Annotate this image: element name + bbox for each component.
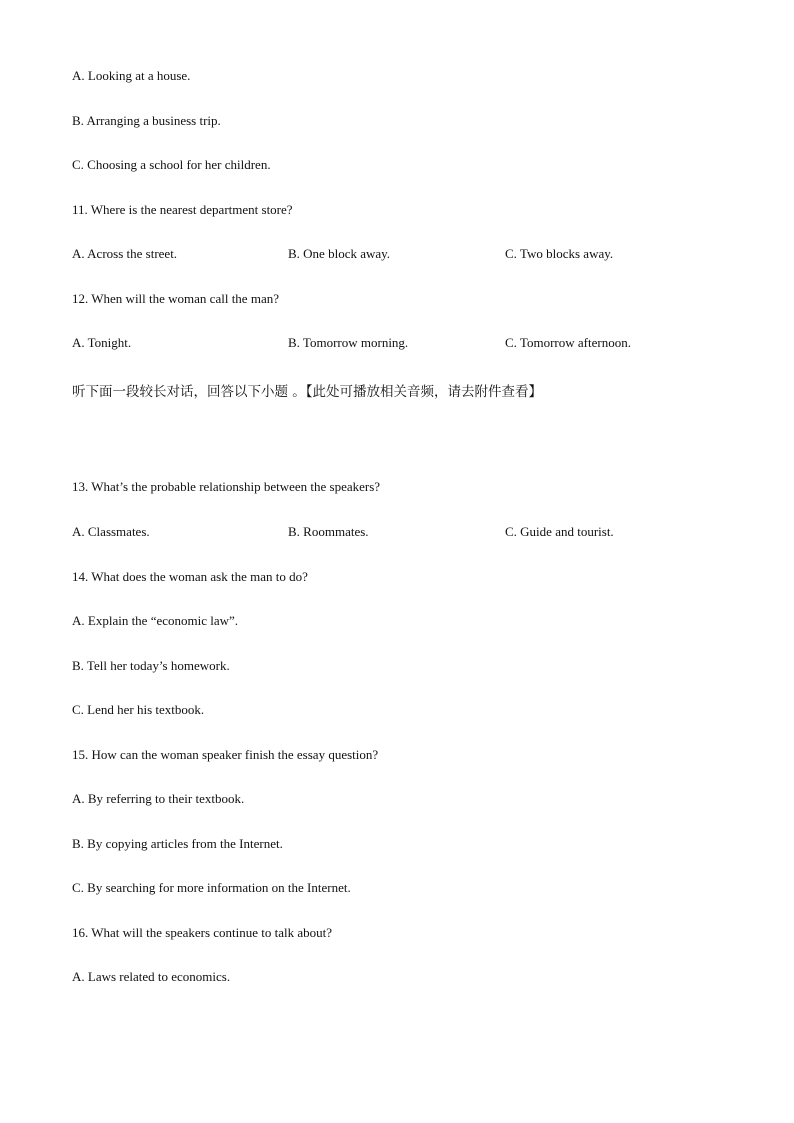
q16-option-a: A. Laws related to economics. <box>72 969 231 984</box>
q13-option-b: B. Roommates. <box>288 524 369 539</box>
q16-question: 16. What will the speakers continue to talk about? <box>72 925 333 940</box>
q11-option-b: B. One block away. <box>288 246 391 261</box>
q11-question: 11. Where is the nearest department store? <box>72 202 293 217</box>
q13-option-a: A. Classmates. <box>72 524 150 539</box>
q12-option-c: C. Tomorrow afternoon. <box>505 335 631 350</box>
q15-option-a: A. By referring to their textbook. <box>72 791 245 806</box>
q14-option-a: A. Explain the “economic law”. <box>72 613 239 628</box>
q13-question: 13. What’s the probable relationship between the speakers? <box>72 479 381 494</box>
q13-options <box>72 524 732 540</box>
q11-option-a: A. Across the street. <box>72 246 178 261</box>
q14-option-c: C. Lend her his textbook. <box>72 702 205 717</box>
q10-option-c: C. Choosing a school for her children. <box>72 157 271 172</box>
q14-question: 14. What does the woman ask the man to do? <box>72 569 308 584</box>
q10-option-b: B. Arranging a business trip. <box>72 113 221 128</box>
q15-question: 15. How can the woman speaker finish the essay question? <box>72 747 379 762</box>
q11-options <box>72 246 732 262</box>
q12-option-a: A. Tonight. <box>72 335 132 350</box>
q10-option-a: A. Looking at a house. <box>72 68 191 83</box>
q12-option-b: B. Tomorrow morning. <box>288 335 409 350</box>
q12-options <box>72 335 732 351</box>
q15-option-b: B. By copying articles from the Internet. <box>72 836 283 851</box>
section-instruction: 听下面一段较长对话，回答以下小题 。【此处可播放相关音频，请去附件查看】 <box>72 384 543 400</box>
q13-option-c: C. Guide and tourist. <box>505 524 614 539</box>
q12-question: 12. When will the woman call the man? <box>72 291 279 306</box>
q11-option-c: C. Two blocks away. <box>505 246 614 261</box>
q15-option-c: C. By searching for more information on the Internet. <box>72 880 351 895</box>
q14-option-b: B. Tell her today’s homework. <box>72 658 230 673</box>
